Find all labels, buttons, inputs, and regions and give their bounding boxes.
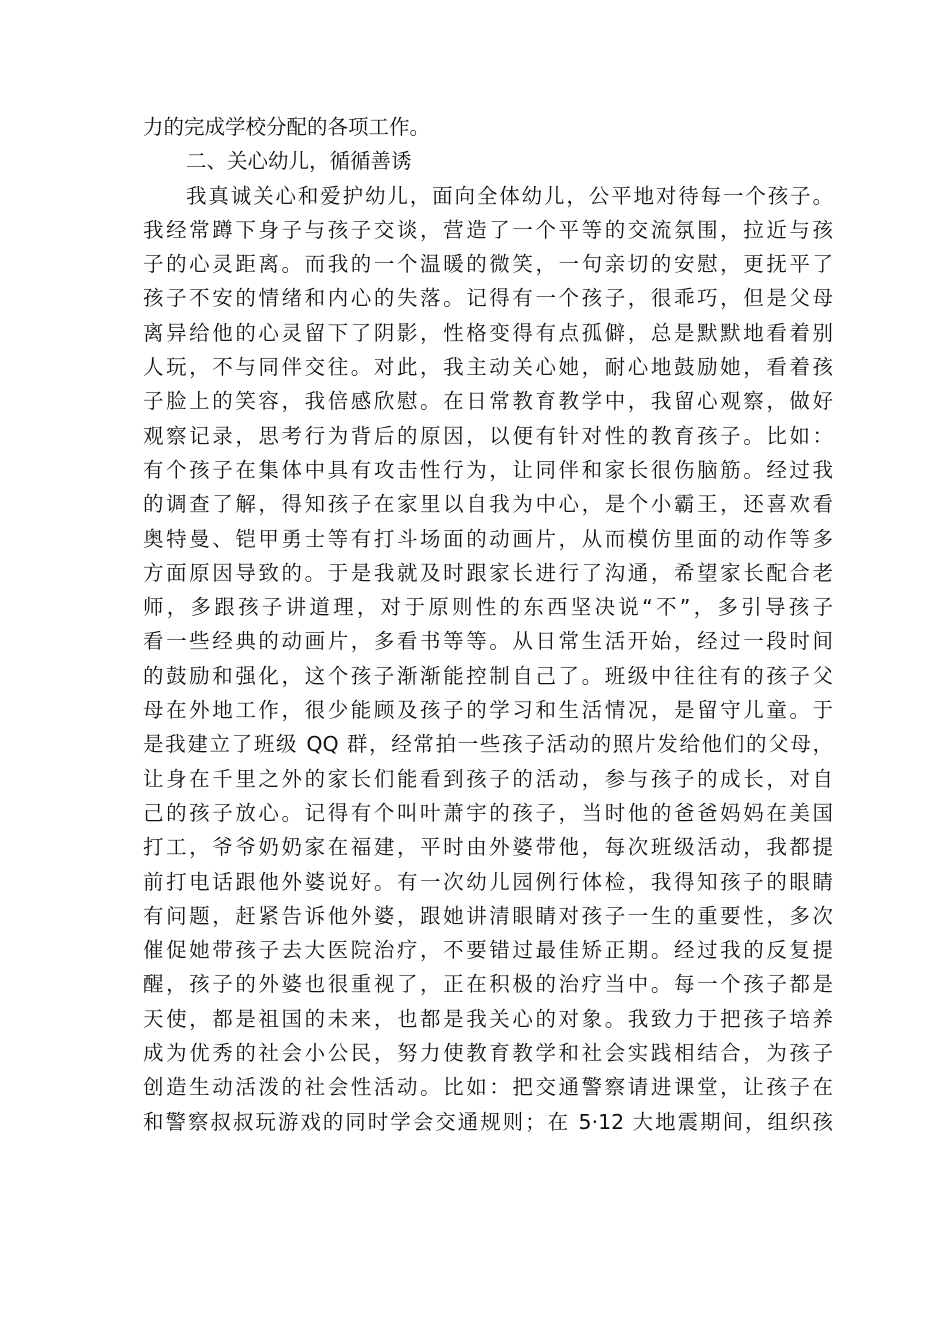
text-line: 母在外地工作，很少能顾及孩子的学习和生活情况，是留守儿童。于 [143,698,833,723]
text-line: 的鼓励和强化，这个孩子渐渐能控制自己了。班级中往往有的孩子父 [143,663,833,688]
text-line: 成为优秀的社会小公民，努力使教育教学和社会实践相结合，为孩子 [143,1041,833,1066]
text-line: 子脸上的笑容，我倍感欣慰。在日常教育教学中，我留心观察，做好 [143,389,833,414]
text-line: 方面原因导致的。于是我就及时跟家长进行了沟通，希望家长配合老 [143,560,833,585]
text-line: 打工，爷爷奶奶家在福建，平时由外婆带他，每次班级活动，我都提 [143,835,833,860]
text-line: 催促她带孩子去大医院治疗，不要错过最佳矫正期。经过我的反复提 [143,938,833,963]
text-line: 看一些经典的动画片，多看书等等。从日常生活开始，经过一段时间 [143,629,833,654]
text-line: 孩子不安的情绪和内心的失落。记得有一个孩子，很乖巧，但是父母 [143,286,833,311]
text-line: 我真诚关心和爱护幼儿，面向全体幼儿，公平地对待每一个孩子。 [186,183,833,208]
text-line: 观察记录，思考行为背后的原因，以便有针对性的教育孩子。比如： [143,423,833,448]
text-line: 醒，孩子的外婆也很重视了，正在积极的治疗当中。每一个孩子都是 [143,972,833,997]
text-line: 的调查了解，得知孩子在家里以自我为中心，是个小霸王，还喜欢看 [143,492,833,517]
text-line: 有问题，赶紧告诉他外婆，跟她讲清眼睛对孩子一生的重要性，多次 [143,903,833,928]
text-line: 己的孩子放心。记得有个叫叶萧宇的孩子，当时他的爸爸妈妈在美国 [143,800,833,825]
text-line: 天使，都是祖国的未来，也都是我关心的对象。我致力于把孩子培养 [143,1006,833,1031]
text-line: 创造生动活泼的社会性活动。比如：把交通警察请进课堂，让孩子在 [143,1075,833,1100]
section-heading: 二、关心幼儿，循循善诱 [186,149,412,174]
text-line: 离异给他的心灵留下了阴影，性格变得有点孤僻，总是默默地看着别 [143,320,833,345]
text-line: 人玩，不与同伴交往。对此，我主动关心她，耐心地鼓励她，看着孩 [143,355,833,380]
text-line: 奥特曼、铠甲勇士等有打斗场面的动画片，从而模仿里面的动作等多 [143,526,833,551]
text-line: 有个孩子在集体中具有攻击性行为，让同伴和家长很伤脑筋。经过我 [143,457,833,482]
text-line: 子的心灵距离。而我的一个温暖的微笑，一句亲切的安慰，更抚平了 [143,252,833,277]
document-body [143,110,833,1139]
text-line: 前打电话跟他外婆说好。有一次幼儿园例行体检，我得知孩子的眼睛 [143,869,833,894]
text-line: 师，多跟孩子讲道理，对于原则性的东西坚决说“不”，多引导孩子 [143,595,833,620]
text-line: 力的完成学校分配的各项工作。 [143,115,430,139]
text-line: 是我建立了班级 QQ 群，经常拍一些孩子活动的照片发给他们的父母， [143,732,833,757]
text-line: 我经常蹲下身子与孩子交谈，营造了一个平等的交流氛围，拉近与孩 [143,217,833,242]
text-line: 让身在千里之外的家长们能看到孩子的活动，参与孩子的成长，对自 [143,766,833,791]
text-line: 和警察叔叔玩游戏的同时学会交通规则；在 5·12 大地震期间，组织孩 [143,1109,833,1134]
